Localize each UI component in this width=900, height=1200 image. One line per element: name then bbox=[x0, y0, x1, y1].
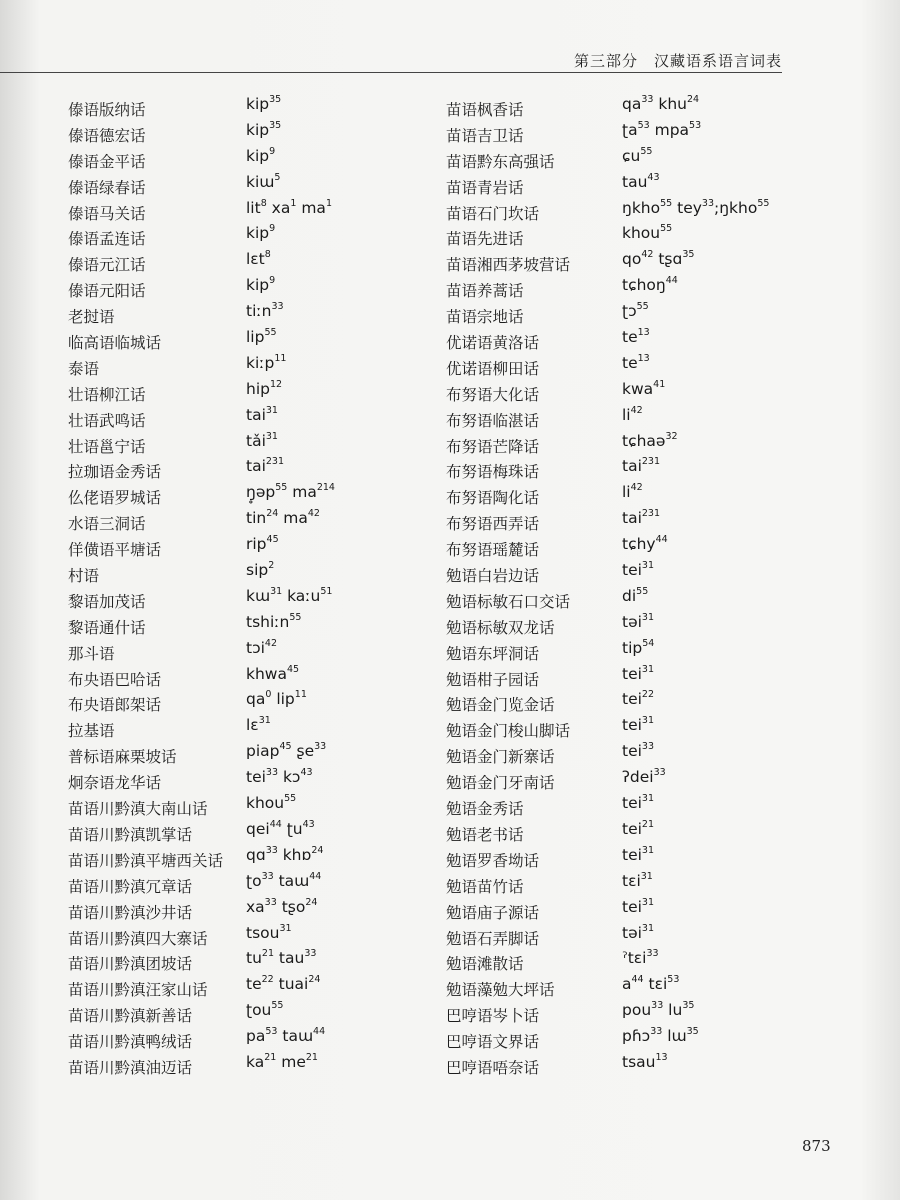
language-name: 苗语吉卫话 bbox=[446, 126, 524, 145]
phonetic-form: lɛ$^{31}$ bbox=[246, 715, 271, 735]
phonetic-form: tin$^{24}$ $ma^{42}$ bbox=[246, 508, 320, 528]
language-name: 勉语罗香坳话 bbox=[446, 851, 540, 870]
entry-row bbox=[446, 508, 866, 534]
language-name: 布努语临湛话 bbox=[446, 411, 540, 430]
entry-row bbox=[446, 845, 866, 871]
right-column bbox=[446, 94, 866, 1078]
language-name: 苗语川黔滇汪家山话 bbox=[68, 981, 208, 1000]
language-name: 布努语西弄话 bbox=[446, 515, 540, 534]
entry-row bbox=[446, 534, 866, 560]
running-header bbox=[0, 46, 900, 76]
phonetic-form: ʈɔ$^{55}$ bbox=[622, 301, 649, 321]
language-name: 苗语青岩话 bbox=[446, 178, 524, 197]
phonetic-form: kip$^9$ bbox=[246, 275, 276, 295]
phonetic-form: $li^{42}$ bbox=[622, 404, 643, 424]
language-name: 傣语金平话 bbox=[68, 152, 146, 171]
language-name: 布努语大化话 bbox=[446, 385, 540, 404]
phonetic-form: lɛt$^8$ bbox=[246, 249, 271, 269]
entry-row bbox=[446, 793, 866, 819]
language-name: 布央语郎架话 bbox=[68, 696, 162, 715]
language-name: 勉语庙子源话 bbox=[446, 903, 540, 922]
entry-row bbox=[68, 638, 438, 664]
entry-row bbox=[446, 871, 866, 897]
entry-row bbox=[68, 198, 438, 224]
language-name: 巴哼语唔奈话 bbox=[446, 1058, 540, 1077]
entry-row bbox=[68, 249, 438, 275]
language-name: 苗语湘西茅坡营话 bbox=[446, 256, 571, 275]
phonetic-form: tai$^{231}$ bbox=[622, 508, 661, 528]
entry-row bbox=[68, 431, 438, 457]
entry-row bbox=[68, 353, 438, 379]
entry-row bbox=[68, 689, 438, 715]
language-name: 黎语通什话 bbox=[68, 618, 146, 637]
entry-row bbox=[68, 767, 438, 793]
language-name: 苗语川黔滇凯掌话 bbox=[68, 825, 193, 844]
entry-row bbox=[446, 223, 866, 249]
language-name: 拉基语 bbox=[68, 722, 115, 741]
entry-row bbox=[68, 586, 438, 612]
entry-row bbox=[68, 405, 438, 431]
phonetic-form: ʈo$^{33}$ taɯ$^{44}$ bbox=[246, 870, 322, 890]
phonetic-form: qɑ$^{33}$ khɒ$^{24}$ bbox=[246, 844, 324, 864]
entry-row bbox=[68, 715, 438, 741]
phonetic-form: tiːn$^{33}$ bbox=[246, 301, 284, 321]
entry-row bbox=[446, 249, 866, 275]
phonetic-form: $pa^{53}$ taɯ$^{44}$ bbox=[246, 1026, 326, 1046]
phonetic-form: khou$^{55}$ bbox=[246, 793, 297, 813]
language-name: 黎语加茂话 bbox=[68, 592, 146, 611]
entry-row bbox=[68, 94, 438, 120]
language-name: 勉语老书话 bbox=[446, 825, 524, 844]
entry-row bbox=[68, 327, 438, 353]
language-name: 苗语养蒿话 bbox=[446, 282, 524, 301]
entry-row bbox=[446, 741, 866, 767]
entry-row bbox=[68, 482, 438, 508]
entry-row bbox=[446, 612, 866, 638]
header-rule bbox=[0, 72, 782, 73]
entry-row bbox=[68, 664, 438, 690]
phonetic-form: hip$^{12}$ bbox=[246, 378, 283, 398]
phonetic-form: pou$^{33}$ $lu^{35}$ bbox=[622, 1000, 695, 1020]
phonetic-form: piap$^{45}$ ʂe$^{33}$ bbox=[246, 741, 327, 761]
phonetic-form: pɦɔ$^{33}$ lɯ$^{35}$ bbox=[622, 1026, 699, 1046]
phonetic-form: tsau$^{13}$ bbox=[622, 1051, 668, 1071]
phonetic-form: $te^{13}$ bbox=[622, 327, 650, 347]
entry-row bbox=[68, 172, 438, 198]
phonetic-form: lit$^8$ $xa^1$ $ma^1$ bbox=[246, 197, 332, 217]
language-name: 壮语柳江话 bbox=[68, 385, 146, 404]
phonetic-form: ˀtɛi$^{33}$ bbox=[622, 948, 659, 968]
entry-row bbox=[68, 741, 438, 767]
language-name: 那斗语 bbox=[68, 644, 115, 663]
entry-row bbox=[446, 689, 866, 715]
phonetic-form: tɕhy$^{44}$ bbox=[622, 534, 668, 554]
phonetic-form: rip$^{45}$ bbox=[246, 534, 279, 554]
entry-row bbox=[68, 897, 438, 923]
language-name: 壮语武鸣话 bbox=[68, 411, 146, 430]
language-name: 优诺语黄洛话 bbox=[446, 334, 540, 353]
language-name: 勉语东坪洞话 bbox=[446, 644, 540, 663]
phonetic-form: lip$^{55}$ bbox=[246, 327, 277, 347]
language-name: 苗语黔东高强话 bbox=[446, 152, 555, 171]
entry-row bbox=[68, 845, 438, 871]
entry-row bbox=[446, 431, 866, 457]
entry-row bbox=[446, 482, 866, 508]
phonetic-form: tei$^{31}$ bbox=[622, 793, 655, 813]
phonetic-form: $xa^{33}$ tʂo$^{24}$ bbox=[246, 896, 318, 916]
phonetic-form: ʈou$^{55}$ bbox=[246, 1000, 284, 1020]
phonetic-form: təi$^{31}$ bbox=[622, 611, 655, 631]
phonetic-form: ʈa$^{53}$ mpa$^{53}$ bbox=[622, 119, 702, 139]
phonetic-form: $di^{55}$ bbox=[622, 585, 649, 605]
entry-row bbox=[68, 1052, 438, 1078]
entry-row bbox=[446, 1052, 866, 1078]
entry-row bbox=[446, 819, 866, 845]
entry-row bbox=[446, 715, 866, 741]
language-name: 苗语川黔滇油迈话 bbox=[68, 1058, 193, 1077]
language-name: 勉语白岩边话 bbox=[446, 567, 540, 586]
phonetic-form: $tu^{21}$ tau$^{33}$ bbox=[246, 948, 317, 968]
language-name: 布努语芒降话 bbox=[446, 437, 540, 456]
language-name: 苗语枫香话 bbox=[446, 101, 524, 119]
phonetic-form: tau$^{43}$ bbox=[622, 171, 660, 191]
phonetic-form: kip$^9$ bbox=[246, 145, 276, 165]
entry-row bbox=[446, 301, 866, 327]
language-name: 布努语陶化话 bbox=[446, 489, 540, 508]
language-name: 苗语川黔滇大南山话 bbox=[68, 800, 208, 819]
language-name: 苗语川黔滇平塘西关话 bbox=[68, 851, 224, 870]
phonetic-form: sip$^2$ bbox=[246, 560, 275, 580]
entry-row bbox=[446, 1026, 866, 1052]
phonetic-form: tei$^{33}$ kɔ$^{43}$ bbox=[246, 767, 313, 787]
entry-row bbox=[446, 146, 866, 172]
phonetic-form: khou$^{55}$ bbox=[622, 223, 673, 243]
phonetic-form: $qo^{42}$ tʂɑ$^{35}$ bbox=[622, 249, 695, 269]
entry-row bbox=[68, 120, 438, 146]
language-name: 布央语巴哈话 bbox=[68, 670, 162, 689]
phonetic-form: təi$^{31}$ bbox=[622, 922, 655, 942]
phonetic-form: tsou$^{31}$ bbox=[246, 922, 292, 942]
entry-row bbox=[446, 638, 866, 664]
phonetic-form: tɕhoŋ$^{44}$ bbox=[622, 275, 678, 295]
entry-row bbox=[68, 1026, 438, 1052]
phonetic-form: kip$^{35}$ bbox=[246, 119, 282, 139]
entry-row bbox=[68, 456, 438, 482]
entry-row bbox=[68, 1000, 438, 1026]
phonetic-form: kwa$^{41}$ bbox=[622, 378, 666, 398]
language-name: 傣语德宏话 bbox=[68, 126, 146, 145]
entry-row bbox=[446, 923, 866, 949]
phonetic-form: tshiːn$^{55}$ bbox=[246, 611, 302, 631]
language-name: 苗语宗地话 bbox=[446, 308, 524, 327]
language-name: 勉语金门牙南话 bbox=[446, 774, 555, 793]
language-name: 巴哼语文界话 bbox=[446, 1033, 540, 1052]
language-name: 壮语邕宁话 bbox=[68, 437, 146, 456]
entry-row bbox=[68, 508, 438, 534]
phonetic-form: kɯ$^{31}$ kaːu$^{51}$ bbox=[246, 585, 333, 605]
language-name: 佯僙语平塘话 bbox=[68, 541, 162, 560]
entry-row bbox=[446, 586, 866, 612]
entry-row bbox=[446, 120, 866, 146]
language-name: 勉语标敏石口交话 bbox=[446, 592, 571, 611]
language-name: 勉语金门梭山脚话 bbox=[446, 722, 571, 741]
phonetic-form: qei$^{44}$ ʈu$^{43}$ bbox=[246, 818, 315, 838]
entry-row bbox=[68, 301, 438, 327]
language-name: 苗语川黔滇团坡话 bbox=[68, 955, 193, 974]
language-name: 苗语川黔滇四大寨话 bbox=[68, 929, 208, 948]
phonetic-form: tei$^{22}$ bbox=[622, 689, 655, 709]
language-name: 仫佬语罗城话 bbox=[68, 489, 162, 508]
language-name: 布努语梅珠话 bbox=[446, 463, 540, 482]
phonetic-form: $ka^{21}$ $me^{21}$ bbox=[246, 1051, 318, 1071]
entry-row bbox=[446, 275, 866, 301]
entry-row bbox=[68, 948, 438, 974]
entry-row bbox=[446, 94, 866, 120]
phonetic-form: kiɯ$^5$ bbox=[246, 171, 281, 191]
language-name: 勉语标敏双龙话 bbox=[446, 618, 555, 637]
entry-row bbox=[446, 353, 866, 379]
entry-row bbox=[446, 172, 866, 198]
language-name: 傣语绿春话 bbox=[68, 178, 146, 197]
phonetic-form: $qa^{33}$ khu$^{24}$ bbox=[622, 94, 700, 113]
language-name: 拉珈语金秀话 bbox=[68, 463, 162, 482]
language-name: 勉语金门新寨话 bbox=[446, 748, 555, 767]
language-name: 炯奈语龙华话 bbox=[68, 774, 162, 793]
language-name: 苗语先进话 bbox=[446, 230, 524, 249]
entry-row bbox=[446, 405, 866, 431]
phonetic-form: $te^{13}$ bbox=[622, 352, 650, 372]
language-name: 水语三洞话 bbox=[68, 515, 146, 534]
language-name: 泰语 bbox=[68, 359, 100, 378]
entry-row bbox=[68, 223, 438, 249]
language-name: 勉语金秀话 bbox=[446, 800, 524, 819]
entry-row bbox=[446, 560, 866, 586]
phonetic-form: tai$^{231}$ bbox=[246, 456, 285, 476]
language-name: 勉语柑子园话 bbox=[446, 670, 540, 689]
language-name: 苗语川黔滇新善话 bbox=[68, 1007, 193, 1026]
entry-row bbox=[446, 198, 866, 224]
entry-row bbox=[446, 664, 866, 690]
entry-row bbox=[68, 871, 438, 897]
entry-row bbox=[446, 767, 866, 793]
phonetic-form: ŋkho$^{55}$ tey$^{33}$;ŋkho$^{55}$ bbox=[622, 197, 770, 217]
phonetic-form: tɔi$^{42}$ bbox=[246, 637, 277, 657]
phonetic-form: tei$^{21}$ bbox=[622, 818, 655, 838]
entry-row bbox=[446, 1000, 866, 1026]
phonetic-form: tei$^{33}$ bbox=[622, 741, 655, 761]
language-name: 傣语版纳话 bbox=[68, 101, 146, 119]
language-name: 勉语金门览金话 bbox=[446, 696, 555, 715]
phonetic-form: $a^{44}$ tɛi$^{53}$ bbox=[622, 974, 680, 994]
phonetic-form: tip$^{54}$ bbox=[622, 637, 655, 657]
language-name: 苗语川黔滇鸭绒话 bbox=[68, 1033, 193, 1052]
phonetic-form: tǎi$^{31}$ bbox=[246, 430, 278, 450]
language-name: 勉语藻勉大坪话 bbox=[446, 981, 555, 1000]
phonetic-form: kiːp$^{11}$ bbox=[246, 352, 287, 372]
entry-row bbox=[68, 974, 438, 1000]
entry-row bbox=[68, 275, 438, 301]
header-title: 第三部分 汉藏语系语言词表 bbox=[573, 52, 782, 70]
language-name: 勉语石弄脚话 bbox=[446, 929, 540, 948]
phonetic-form: tei$^{31}$ bbox=[622, 896, 655, 916]
phonetic-form: $li^{42}$ bbox=[622, 482, 643, 502]
phonetic-form: ʔdei$^{33}$ bbox=[622, 767, 666, 787]
left-column bbox=[68, 94, 438, 1078]
phonetic-form: kip$^9$ bbox=[246, 223, 276, 243]
phonetic-form: khwa$^{45}$ bbox=[246, 663, 300, 683]
entry-row bbox=[68, 923, 438, 949]
language-name: 傣语元江话 bbox=[68, 256, 146, 275]
phonetic-form: tei$^{31}$ bbox=[622, 844, 655, 864]
language-name: 老挝语 bbox=[68, 308, 115, 327]
page-number: 873 bbox=[802, 1137, 831, 1155]
phonetic-form: $te^{22}$ tuai$^{24}$ bbox=[246, 974, 321, 994]
phonetic-form: ɕu$^{55}$ bbox=[622, 145, 653, 165]
entry-row bbox=[68, 560, 438, 586]
language-name: 普标语麻栗坡话 bbox=[68, 748, 177, 767]
entry-row bbox=[446, 379, 866, 405]
language-name: 优诺语柳田话 bbox=[446, 359, 540, 378]
entry-row bbox=[68, 379, 438, 405]
language-name: 傣语孟连话 bbox=[68, 230, 146, 249]
phonetic-form: tai$^{231}$ bbox=[622, 456, 661, 476]
entry-row bbox=[446, 456, 866, 482]
phonetic-form: $qa^0$ lip$^{11}$ bbox=[246, 689, 307, 709]
entry-row bbox=[68, 534, 438, 560]
entry-row bbox=[68, 819, 438, 845]
entry-row bbox=[446, 974, 866, 1000]
phonetic-form: kip$^{35}$ bbox=[246, 94, 282, 113]
language-name: 苗语川黔滇冗章话 bbox=[68, 877, 193, 896]
language-name: 苗语石门坎话 bbox=[446, 204, 540, 223]
phonetic-form: tei$^{31}$ bbox=[622, 560, 655, 580]
entry-row bbox=[446, 327, 866, 353]
language-name: 勉语滩散话 bbox=[446, 955, 524, 974]
language-name: 巴哼语岑卜话 bbox=[446, 1007, 540, 1026]
phonetic-form: tɕhaə$^{32}$ bbox=[622, 430, 678, 450]
language-name: 勉语苗竹话 bbox=[446, 877, 524, 896]
language-name: 临高语临城话 bbox=[68, 334, 162, 353]
language-name: 村语 bbox=[68, 567, 100, 586]
entry-row bbox=[446, 897, 866, 923]
entry-row bbox=[68, 793, 438, 819]
language-name: 傣语马关话 bbox=[68, 204, 146, 223]
language-name: 傣语元阳话 bbox=[68, 282, 146, 301]
language-name: 苗语川黔滇沙井话 bbox=[68, 903, 193, 922]
entry-row bbox=[446, 948, 866, 974]
phonetic-form: tei$^{31}$ bbox=[622, 663, 655, 683]
phonetic-form: tai$^{31}$ bbox=[246, 404, 278, 424]
entry-row bbox=[68, 146, 438, 172]
language-name: 布努语瑶麓话 bbox=[446, 541, 540, 560]
phonetic-form: tei$^{31}$ bbox=[622, 715, 655, 735]
phonetic-form: tɛi$^{31}$ bbox=[622, 870, 653, 890]
phonetic-form: ŋ̥əp$^{55}$ $ma^{214}$ bbox=[246, 482, 335, 502]
entry-row bbox=[68, 612, 438, 638]
